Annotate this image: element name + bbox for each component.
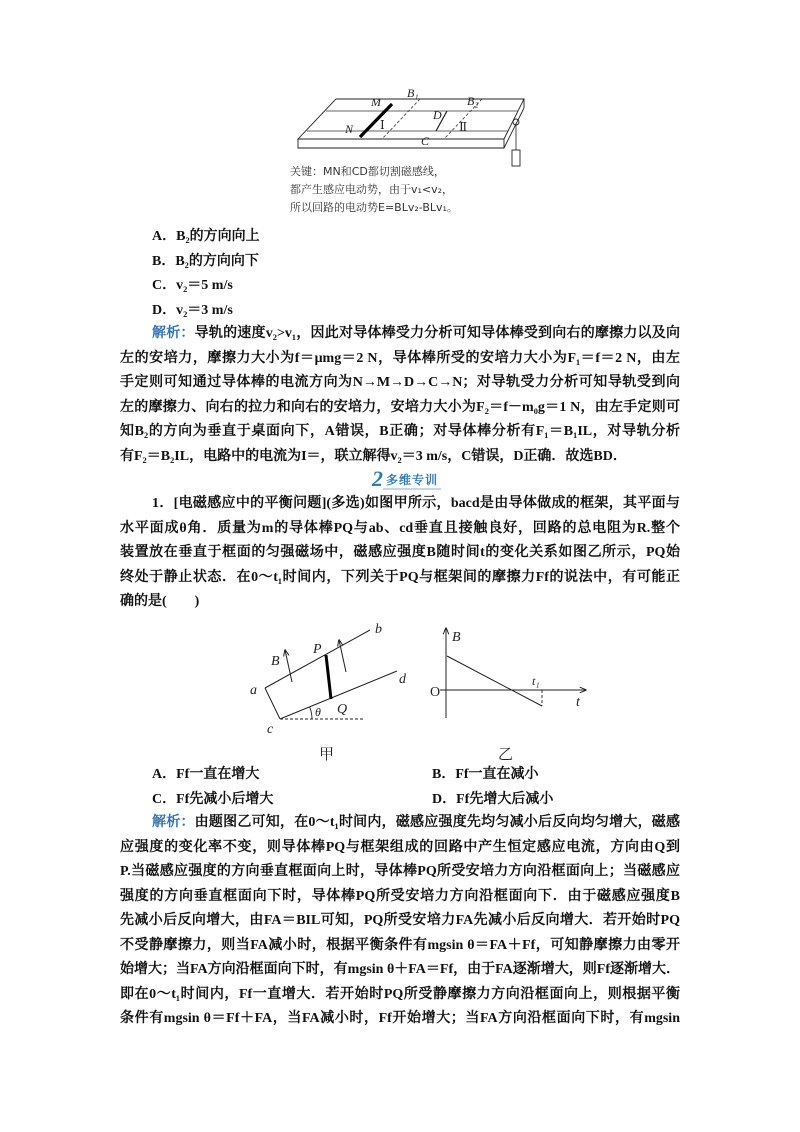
- origin-label: O: [430, 685, 441, 700]
- analysis-text: 由题图乙可知，在0～t₁时间内，磁感应强度先均匀减小后反向均匀增大，磁感: [194, 815, 681, 830]
- analysis-line: [152, 811, 680, 836]
- label-b1: B₁: [407, 86, 419, 100]
- rod-pq: [326, 655, 331, 699]
- analysis-line: 先减小后反向增大，由FA＝BIL可知，PQ所受安培力FA先减小后反向增大．若开始时PQ: [120, 913, 680, 928]
- label-c: C: [421, 134, 430, 148]
- analysis-text: 导轨的速度v₂>v₁，因此对导体棒受力分析可知导体棒受到向右的摩擦力以及向: [194, 326, 680, 341]
- prev-options: [120, 225, 260, 323]
- prev-analysis: [120, 322, 680, 469]
- option-c: C．v₂＝5 m/s: [152, 278, 233, 293]
- question-1-analysis: [120, 811, 680, 1032]
- section-title: 多维专训: [383, 473, 441, 490]
- figure-jia-frame: [245, 615, 415, 765]
- option-a: A．B₂的方向向上: [152, 229, 260, 244]
- analysis-line: [152, 322, 680, 347]
- label-d: d: [399, 672, 406, 687]
- question-1-stem: [120, 492, 680, 615]
- analysis-line: 不受静摩擦力，则当FA减小时，根据平衡条件有mgsin θ＝FA＋Ff，可知静摩擦力由零开: [120, 937, 680, 953]
- analysis-label: 解析：: [152, 326, 195, 341]
- option-a: A．Ff一直在增大: [152, 767, 260, 782]
- analysis-line: 手定则可知通过导体棒的电流方向为N→M→D→C→N；对导轨受力分析可知导轨受到向: [120, 375, 680, 390]
- label-theta: θ: [315, 705, 321, 719]
- label-q: Q: [337, 702, 348, 717]
- label-d: D: [433, 108, 442, 122]
- field-boundary-dashed: [382, 99, 420, 139]
- analysis-line: 知B₂的方向为垂直于桌面向下，A错误，B正确；对导体棒分析有F₁＝B₁IL，对导轨分析: [120, 424, 680, 439]
- option-d: D．Ff先增大后减小: [432, 791, 554, 807]
- rail-ab: [265, 630, 370, 688]
- label-b2: B₂: [467, 94, 479, 108]
- axis-label-b: B: [452, 630, 461, 645]
- key-note: [290, 163, 458, 217]
- label-region-1: Ⅰ: [380, 118, 385, 132]
- table-front-edge: [298, 139, 504, 148]
- analysis-label: 解析：: [152, 815, 195, 830]
- analysis-line: 应强度的变化率不变，则导体棒PQ与框架组成的回路中产生恒定感应电流，方向由Q到: [120, 839, 680, 855]
- option-c: C．Ff先减小后增大: [152, 791, 274, 807]
- section-heading: [372, 466, 472, 492]
- analysis-line: 条件有mgsin θ＝Ff＋FA，当FA减小时，Ff开始增大；当FA方向沿框面向下时，有mgsin: [120, 1011, 680, 1026]
- question-line: 确的是( ): [120, 594, 200, 609]
- section-number: 2: [372, 466, 383, 491]
- label-field-b: B: [271, 654, 280, 669]
- analysis-line: 左的摩擦力、向右的拉力和向右的安培力，安培力大小为F₂＝f－m₀g＝1 N，由左手定则可: [120, 399, 680, 415]
- tick-label-t1: t₁: [532, 674, 540, 688]
- figure-caption: 乙: [498, 747, 514, 763]
- analysis-line: 即在0～t₁时间内，Ff一直增大．若开始时PQ所受静摩擦力方向沿框面向上，则根据平衡: [120, 986, 680, 1002]
- question-line: 1．[电磁感应中的平衡问题](多选)如图甲所示，bacd是由导体做成的框架，其平面与: [152, 496, 680, 511]
- analysis-line: 始增大；当FA方向沿框面向下时，有mgsin θ＋FA＝Ff，由于FA逐渐增大，则Ff逐渐增大．: [120, 962, 680, 977]
- table-side-edge: [504, 99, 524, 148]
- label-p: P: [313, 642, 322, 657]
- angle-arc: [310, 707, 312, 719]
- field-arrow: [285, 650, 292, 682]
- question-line: 终处于静止状态．在0～t₁时间内，下列关于PQ与框架间的摩擦力Ff的说法中，有可能正: [120, 569, 680, 585]
- figure-yi-graph: [425, 618, 595, 765]
- key-note-line: 所以回路的电动势E=BLv₂-BLv₁。: [290, 201, 458, 214]
- question-line: 水平面成θ角．质量为m的导体棒PQ与ab、cd垂直且接触良好，回路的总电阻为R.整个: [120, 520, 680, 536]
- option-d: D．v₂＝3 m/s: [152, 302, 233, 318]
- axis-label-t: t: [576, 695, 580, 710]
- label-m: M: [371, 95, 381, 109]
- figure-caption: 甲: [319, 747, 335, 763]
- label-region-2: Ⅱ: [459, 120, 468, 134]
- b-t-line: [447, 656, 542, 706]
- table-top-outline: [298, 99, 524, 139]
- question-line: 装置放在垂直于框面的匀强磁场中，磁感应强度B随时间t的变化关系如图乙所示，PQ始: [120, 545, 680, 560]
- analysis-line: 强度的方向垂直框面向下时，导体棒PQ所受安培力方向沿框面向下．由于磁感应强度B: [120, 888, 680, 904]
- label-b: b: [375, 622, 382, 637]
- key-note-line: 关键：MN和CD都切割磁感线，: [290, 165, 445, 178]
- label-a: a: [250, 683, 257, 698]
- hanging-weight: [512, 150, 520, 166]
- label-c: c: [267, 722, 274, 737]
- option-b: B．Ff一直在减小: [432, 767, 539, 782]
- analysis-line: P.当磁感应强度的方向垂直框面向上时，导体棒PQ所受安培力方向沿框面向上；当磁感应: [120, 864, 680, 879]
- analysis-line: 有F₂＝B₂IL，电路中的电流为I＝，联立解得v₂＝3 m/s，C错误，D正确．故选BD．: [120, 448, 627, 464]
- option-b: B．B₂的方向向下: [152, 253, 259, 269]
- side-ac: [265, 688, 280, 719]
- key-note-line: 都产生感应电动势，由于v₁<v₂，: [290, 183, 454, 196]
- analysis-line: 左的安培力，摩擦力大小为f＝μmg＝2 N，导体棒所受的安培力大小为F₁＝f＝2 N，由左: [120, 350, 680, 366]
- label-n: N: [345, 122, 354, 136]
